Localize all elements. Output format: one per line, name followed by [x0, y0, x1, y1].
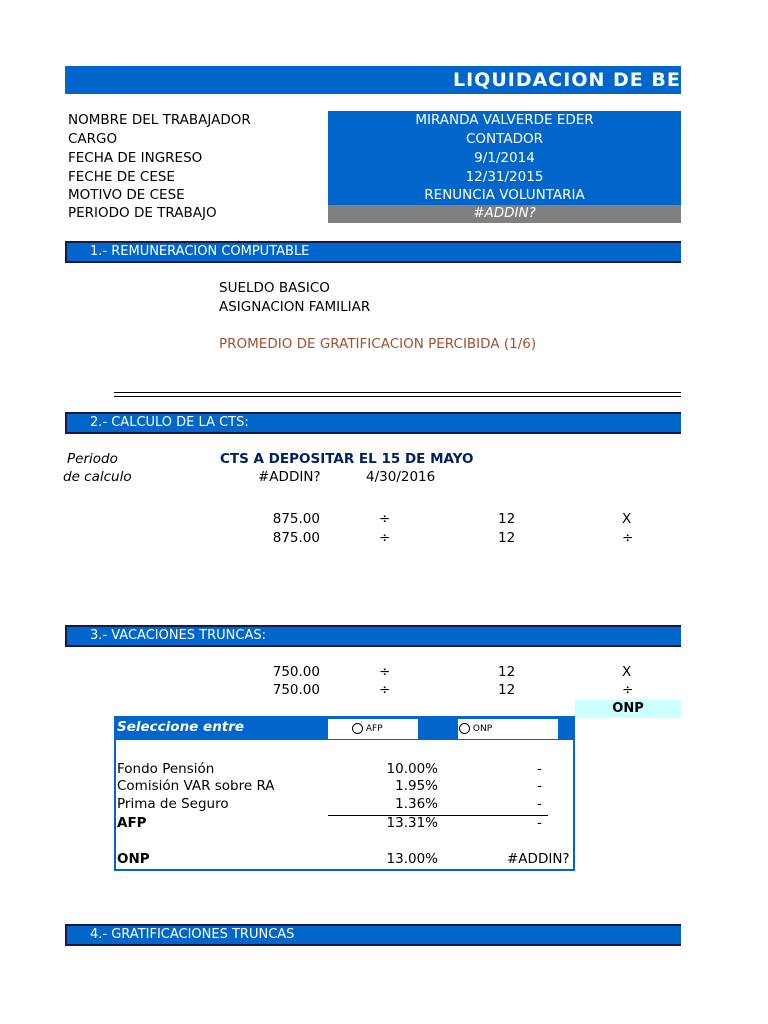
afp-radio[interactable] — [352, 723, 383, 734]
label-nombre: NOMBRE DEL TRABAJADOR — [68, 112, 251, 128]
section-4-title: 4.- GRATIFICACIONES TRUNCAS — [90, 927, 295, 942]
label-motivo-cese: MOTIVO DE CESE — [68, 187, 185, 203]
value-motivo-cese[interactable]: RENUNCIA VOLUNTARIA — [424, 187, 585, 203]
fondo-pension-pct: 10.00% — [386, 761, 438, 777]
label-cargo: CARGO — [68, 131, 118, 147]
afp-total-pct: 13.31% — [386, 815, 438, 831]
cts-multiply-1: X — [622, 511, 632, 527]
value-fecha-ingreso[interactable]: 9/1/2014 — [474, 150, 535, 166]
vac-divide-2: ÷ — [379, 682, 391, 698]
cts-date: 4/30/2016 — [366, 469, 436, 485]
value-periodo-trabajo[interactable]: #ADDIN? — [473, 205, 536, 221]
vac-months-1: 12 — [498, 664, 516, 680]
radio-afp-icon[interactable] — [352, 723, 363, 734]
onp-radio[interactable] — [459, 723, 492, 734]
onp-total-label: ONP — [117, 851, 150, 867]
vac-divide-3: ÷ — [622, 682, 634, 698]
onp-header-cell: ONP — [575, 700, 681, 718]
section-1-title: 1.- REMUNERACION COMPUTABLE — [90, 244, 310, 259]
vac-multiply-1: X — [622, 664, 632, 680]
radio-onp-icon[interactable] — [459, 723, 470, 734]
vac-months-2: 12 — [498, 682, 516, 698]
section-3-title: 3.- VACACIONES TRUNCAS: — [90, 628, 266, 643]
afp-total-val: - — [537, 815, 542, 831]
vac-divide-1: ÷ — [379, 664, 391, 680]
sueldo-basico-label: SUELDO BASICO — [219, 280, 330, 296]
comision-pct: 1.95% — [395, 778, 438, 794]
onp-total-pct: 13.00% — [386, 851, 438, 867]
comision-val: - — [537, 778, 542, 794]
double-line-bottom — [114, 396, 681, 397]
cts-amount-1: 875.00 — [272, 511, 320, 527]
cts-heading: CTS A DEPOSITAR EL 15 DE MAYO — [220, 451, 474, 467]
section-2-title: 2.- CALCULO DE LA CTS: — [90, 415, 249, 430]
label-periodo-trabajo: PERIODO DE TRABAJO — [68, 205, 217, 221]
label-fecha-cese: FECHE DE CESE — [68, 169, 175, 185]
cts-months-1: 12 — [498, 511, 516, 527]
fondo-pension-label: Fondo Pensión — [117, 761, 215, 777]
periodo-label: Periodo — [67, 451, 118, 467]
cts-divide-3: ÷ — [622, 530, 634, 546]
vac-amount-1: 750.00 — [272, 664, 320, 680]
afp-total-label: AFP — [117, 815, 147, 831]
select-label: Seleccione entre — [117, 719, 245, 735]
cts-amount-2: 875.00 — [272, 530, 320, 546]
asignacion-familiar-label: ASIGNACION FAMILIAR — [219, 299, 371, 315]
value-cargo[interactable]: CONTADOR — [466, 131, 543, 147]
onp-option-label: ONP — [472, 724, 493, 734]
cts-months-2: 12 — [498, 530, 516, 546]
prima-seguro-label: Prima de Seguro — [117, 796, 229, 812]
value-fecha-cese[interactable]: 12/31/2015 — [465, 169, 544, 185]
onp-total-val: #ADDIN? — [507, 851, 570, 867]
vac-amount-2: 750.00 — [272, 682, 320, 698]
promedio-gratificacion-label: PROMEDIO DE GRATIFICACION PERCIBIDA (1/6) — [219, 336, 537, 352]
value-nombre[interactable]: MIRANDA VALVERDE EDER — [415, 112, 594, 128]
cts-divide-2: ÷ — [379, 530, 391, 546]
afp-option-label: AFP — [365, 724, 383, 734]
comision-label: Comisión VAR sobre RA — [117, 778, 275, 794]
prima-seguro-val: - — [537, 796, 542, 812]
prima-seguro-pct: 1.36% — [395, 796, 438, 812]
page-title: LIQUIDACION DE BE — [453, 69, 681, 91]
de-calculo-label: de calculo — [63, 469, 132, 485]
double-line-top — [114, 392, 681, 393]
fondo-pension-val: - — [537, 761, 542, 777]
label-fecha-ingreso: FECHA DE INGRESO — [68, 150, 203, 166]
cts-divide-1: ÷ — [379, 511, 391, 527]
cts-addin: #ADDIN? — [258, 469, 321, 485]
